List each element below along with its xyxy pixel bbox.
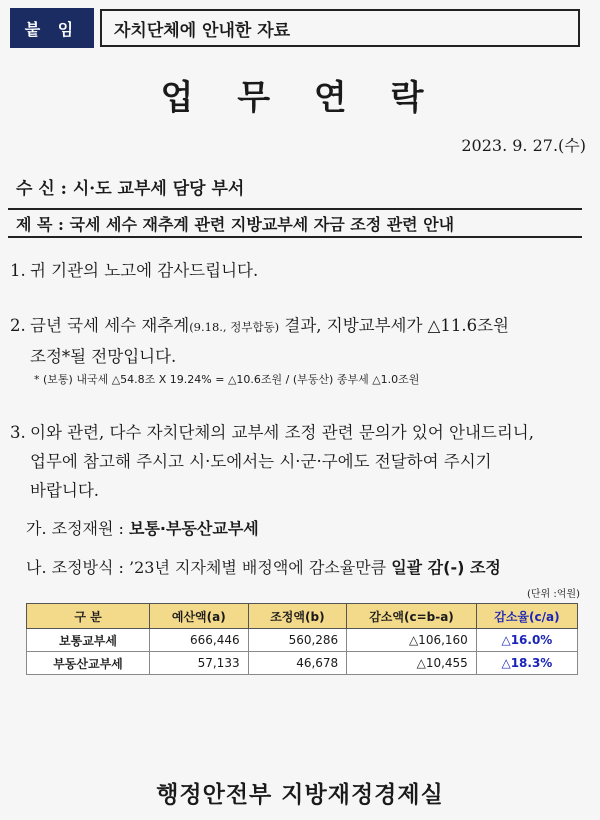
table-unit: (단위 :억원) (527, 589, 580, 600)
sub-item-label: 가. 조정재원 : (26, 519, 130, 538)
adjustment-table (26, 603, 578, 675)
paragraph-line (30, 311, 582, 342)
column-header: 구 분 (27, 604, 150, 629)
table-cell: 57,133 (150, 652, 249, 675)
document-title: 업 무 연 락 (160, 78, 440, 118)
table-row (27, 652, 578, 675)
paragraph-text: 금년 국세 세수 재추계 (30, 316, 190, 335)
attachment-header (10, 8, 580, 48)
sub-item-value: 일괄 감(-) 조정 (391, 558, 501, 577)
sub-item-value: 보통·부동산교부세 (129, 519, 259, 538)
table-cell-rate: △16.0% (476, 629, 577, 652)
column-header: 예산액(a) (150, 604, 249, 629)
paragraph-text: 귀 기관의 노고에 감사드립니다. (30, 261, 259, 280)
row-label: 부동산교부세 (27, 652, 150, 675)
paragraph-line: 바랍니다. (30, 481, 100, 500)
table-cell: △106,160 (347, 629, 477, 652)
subject-line: 제 목 : 국세 세수 재추계 관련 지방교부세 자금 조정 관련 안내 (8, 208, 582, 238)
paragraph-line: 이와 관련, 다수 자치단체의 교부세 조정 관련 문의가 있어 안내드리니, (30, 423, 534, 442)
table-cell: △10,455 (347, 652, 477, 675)
paragraph-number: 2. (10, 316, 26, 335)
sub-item-ga (26, 516, 259, 539)
recipient-line: 수 신 : 시·도 교부세 담당 부서 (16, 179, 245, 199)
sub-item-label: 나. 조정방식 : ’23년 지자체별 배정액에 감소율만큼 (26, 558, 392, 577)
column-header: 감소율(c/a) (476, 604, 577, 629)
table-cell: 666,446 (150, 629, 249, 652)
paragraph-1 (10, 256, 582, 285)
paragraph-2 (10, 311, 582, 371)
paragraph-line: 업무에 참고해 주시고 시·도에서는 시·군·구에도 전달하여 주시기 (30, 452, 492, 471)
column-header: 감소액(c=b-a) (347, 604, 477, 629)
row-label: 보통교부세 (27, 629, 150, 652)
footnote: * (보통) 내국세 △54.8조 X 19.24% = △10.6조원 / (부동산) 종부세 △1.0조원 (34, 373, 420, 386)
attachment-title: 자치단체에 안내한 자료 (100, 9, 580, 47)
table-header-row (27, 604, 578, 629)
paragraph-number: 3. (10, 423, 26, 442)
column-header: 조정액(b) (248, 604, 347, 629)
footer-department: 행정안전부 지방재정경제실 (156, 782, 444, 808)
document-date: 2023. 9. 27.(수) (461, 136, 586, 155)
sub-item-na (26, 555, 501, 578)
paragraph-small-text: (9.18., 정부합동) (189, 320, 280, 334)
table-cell-rate: △18.3% (476, 652, 577, 675)
table-cell: 46,678 (248, 652, 347, 675)
paragraph-3 (10, 418, 582, 505)
paragraph-number: 1. (10, 261, 26, 280)
table-row (27, 629, 578, 652)
attachment-tag: 붙 임 (10, 8, 94, 48)
table-cell: 560,286 (248, 629, 347, 652)
paragraph-text: 결과, 지방교부세가 △11.6조원 (279, 316, 509, 335)
paragraph-line: 조정*될 전망입니다. (30, 347, 177, 366)
